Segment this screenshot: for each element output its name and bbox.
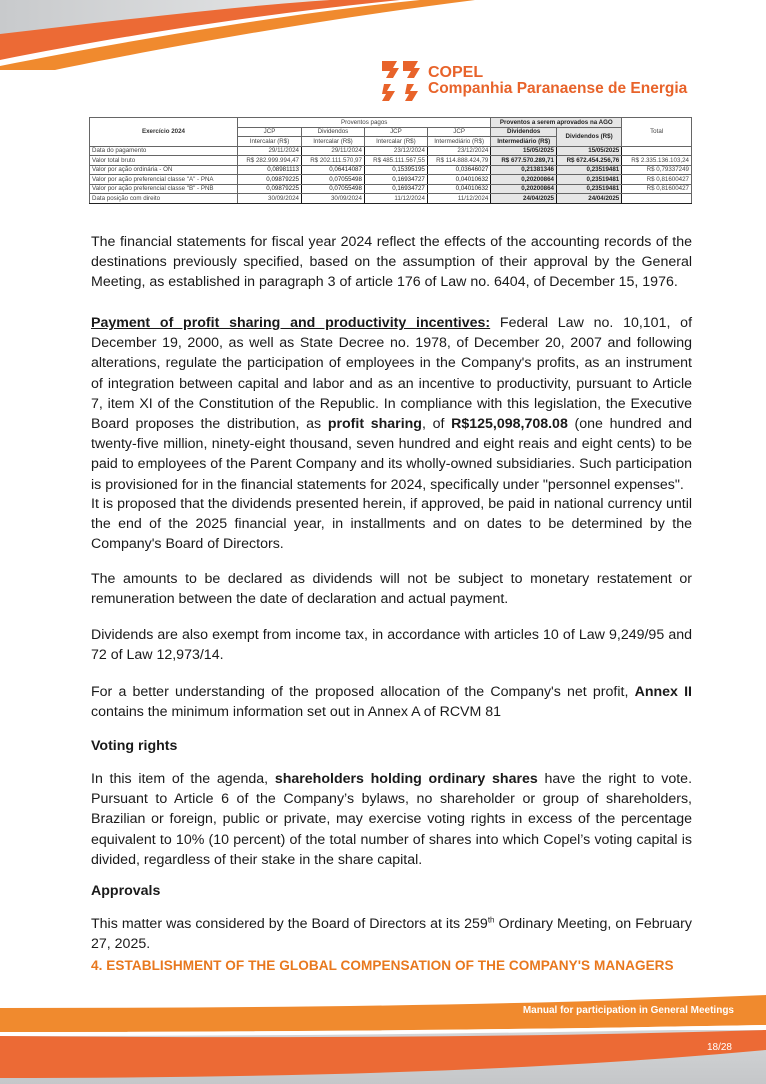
profit-sharing-heading: Payment of profit sharing and productivity incentives: bbox=[91, 315, 491, 331]
table-cell: 0,21381346 bbox=[491, 165, 557, 175]
column-type: JCP bbox=[427, 127, 490, 137]
paragraph-annex-ii bbox=[91, 682, 692, 722]
paragraph-dividend-payment: It is proposed that the dividends presented herein, if approved, be paid in national currency until the end of the 2025 financial year, in installments and on dates to be determined by the Company's Board of Directors. bbox=[91, 496, 692, 553]
table-cell-total: R$ 0,81600427 bbox=[622, 184, 692, 194]
table-cell-total bbox=[622, 146, 692, 156]
column-subtype: Intercalar (R$) bbox=[364, 137, 427, 147]
table-cell: 0,20200864 bbox=[491, 184, 557, 194]
bold-text: profit sharing bbox=[327, 416, 422, 433]
table-cell: 0,16934727 bbox=[364, 175, 427, 185]
text-span: This matter was considered by the Board of Directors at its 259 bbox=[91, 916, 488, 932]
table-cell: R$ 485.111.567,55 bbox=[364, 156, 427, 166]
column-type: Dividendos bbox=[491, 127, 557, 137]
table-cell: R$ 202.111.570,97 bbox=[301, 156, 364, 166]
table-cell: 23/12/2024 bbox=[427, 146, 490, 156]
logo-full-name: Companhia Paranaense de Energia bbox=[428, 80, 688, 97]
bold-text: shareholders holding ordinary shares bbox=[274, 771, 538, 787]
column-subtype: Intercalar (R$) bbox=[301, 137, 364, 147]
dividends-table bbox=[89, 117, 692, 204]
table-row bbox=[90, 146, 692, 156]
column-subtype: Intermediário (R$) bbox=[491, 137, 557, 147]
table-cell: 30/09/2024 bbox=[238, 194, 302, 204]
table-cell: 30/09/2024 bbox=[301, 194, 364, 204]
row-label: Valor por ação preferencial classe "B" - PNB bbox=[90, 184, 238, 194]
footer-manual-label: Manual for participation in General Meetings bbox=[522, 1005, 734, 1016]
table-cell-total: R$ 2.335.136.103,24 bbox=[622, 156, 692, 166]
table-cell: 0,08981113 bbox=[238, 165, 302, 175]
column-type: Dividendos bbox=[301, 127, 364, 137]
text-span: For a better understanding of the proposed allocation of the Company's net profit, bbox=[91, 684, 635, 700]
profit-sharing-amount: R$125,098,708.08 bbox=[451, 416, 568, 433]
table-cell: 0,03646027 bbox=[427, 165, 490, 175]
row-label: Data do pagamento bbox=[90, 146, 238, 156]
table-cell: R$ 672.454.256,76 bbox=[556, 156, 621, 166]
table-cell: 29/11/2024 bbox=[238, 146, 302, 156]
table-cell: 0,07055498 bbox=[301, 175, 364, 185]
table-cell: 29/11/2024 bbox=[301, 146, 364, 156]
table-cell-total: R$ 0,81600427 bbox=[622, 175, 692, 185]
text-span: , of bbox=[421, 416, 452, 433]
text-span: have the right to vote. Pursuant to Article 6 of the Company’s bylaws, no shareholder or group of shareholders, Brazilian or foreign, public or private, may exercise voting rights in excess of the percentage equivalent to 10% (10 percent) of the total number of shares into which Copel’s voting capital is divided, regardless of their stake in the share capital. bbox=[91, 771, 693, 868]
table-cell: 0,23519481 bbox=[556, 184, 621, 194]
row-label: Valor total bruto bbox=[90, 156, 238, 166]
paragraph-monetary-restatement: The amounts to be declared as dividends will not be subject to monetary restatement or remuneration between the date of declaration and actual payment. bbox=[91, 571, 692, 608]
table-cell: 0,04010632 bbox=[427, 175, 490, 185]
header-proventos-pagos: Proventos pagos bbox=[238, 118, 491, 128]
table-cell: R$ 114.888.424,79 bbox=[427, 156, 490, 166]
table-cell: 11/12/2024 bbox=[364, 194, 427, 204]
copel-logo bbox=[380, 60, 687, 102]
table-row bbox=[90, 175, 692, 185]
column-type: JCP bbox=[238, 127, 302, 137]
row-label: Data posição com direito bbox=[90, 194, 238, 204]
paragraph-approvals bbox=[91, 914, 692, 954]
row-label: Valor por ação preferencial classe "A" - PNA bbox=[90, 175, 238, 185]
table-cell-total bbox=[622, 194, 692, 204]
table-row bbox=[90, 156, 692, 166]
table-cell: 0,15395195 bbox=[364, 165, 427, 175]
section-4-title: 4. ESTABLISHMENT OF THE GLOBAL COMPENSATION OF THE COMPANY'S MANAGERS bbox=[91, 958, 674, 973]
table-cell: R$ 282.999.994,47 bbox=[238, 156, 302, 166]
table-header-row bbox=[90, 118, 692, 128]
paragraph-financial-statements: The financial statements for fiscal year 2024 reflect the effects of the accounting records of the destinations previously specified, based on the assumption of their approval by the General Meeting, as established in paragraph 3 of article 176 of Law no. 6404, of December 15, 1976. bbox=[91, 234, 692, 291]
table-cell: 0,07055498 bbox=[301, 184, 364, 194]
table-cell: 0,23519481 bbox=[556, 175, 621, 185]
header-proventos-ago: Proventos a serem aprovados na AGO bbox=[491, 118, 622, 128]
annex-ii-ref: Annex II bbox=[634, 684, 692, 700]
logo-name: COPEL bbox=[428, 64, 484, 81]
table-cell: 0,06414087 bbox=[301, 165, 364, 175]
table-row bbox=[90, 194, 692, 204]
text-span: contains the minimum information set out in Annex A of RCVM 81 bbox=[91, 704, 502, 721]
table-cell: 11/12/2024 bbox=[427, 194, 490, 204]
paragraph-profit-sharing bbox=[91, 313, 692, 495]
table-row bbox=[90, 165, 692, 175]
paragraph-income-tax: Dividends are also exempt from income tax, in accordance with articles 10 of Law 9,249/95 and 72 of Law 12,973/14. bbox=[91, 627, 692, 664]
row-label: Valor por ação ordinária - ON bbox=[90, 165, 238, 175]
table-cell: 0,09879225 bbox=[238, 175, 302, 185]
table-cell: 0,20200864 bbox=[491, 175, 557, 185]
text-span: In this item of the agenda, bbox=[91, 771, 275, 787]
text-span: Federal Law no. 10,101, of December 19, 2000, as well as State Decree no. 1978, of December 20, 2007 and following alterations, regulate the participation of employees in the Company's profits, as an instrument of integration between capital and labor and as an incentive to productivity, pursuant to Article 7, item XI of the Constitution of the Republic. In compliance with this legislation, the Executive Board proposes the distribution, as bbox=[91, 315, 693, 433]
voting-rights-heading: Voting rights bbox=[91, 738, 178, 754]
table-cell: 0,04010632 bbox=[427, 184, 490, 194]
column-type: Dividendos (R$) bbox=[556, 127, 621, 146]
table-cell: 23/12/2024 bbox=[364, 146, 427, 156]
table-cell: 24/04/2025 bbox=[556, 194, 621, 204]
table-cell: 0,23519481 bbox=[556, 165, 621, 175]
table-cell: 0,16934727 bbox=[364, 184, 427, 194]
table-cell: 0,09879225 bbox=[238, 184, 302, 194]
paragraph-voting-rights bbox=[91, 769, 692, 870]
header-total: Total bbox=[622, 118, 692, 147]
page-number: 18/28 bbox=[706, 1042, 732, 1053]
column-subtype: Intercalar (R$) bbox=[238, 137, 302, 147]
column-subtype: Intermediário (R$) bbox=[427, 137, 490, 147]
text-span: Ordinary Meeting, on February 27, 2025. bbox=[91, 916, 692, 953]
superscript: th bbox=[487, 915, 495, 925]
table-cell-total: R$ 0,79337249 bbox=[622, 165, 692, 175]
column-type: JCP bbox=[364, 127, 427, 137]
table-cell: 24/04/2025 bbox=[491, 194, 557, 204]
table-cell: 15/05/2025 bbox=[491, 146, 557, 156]
table-row bbox=[90, 184, 692, 194]
table-corner-label: Exercício 2024 bbox=[90, 118, 238, 147]
text-span: (one hundred and twenty-five million, ninety-eight thousand, seven hundred and eight reais and eight cents) to be paid to employees of the Parent Company and its wholly-owned subsidiaries. Such participation is provisioned for in the financial statements for 2024, specifically under "personnel expenses". bbox=[91, 416, 692, 493]
table-cell: R$ 677.570.289,71 bbox=[491, 156, 557, 166]
logo-wordmark bbox=[428, 65, 687, 97]
approvals-heading: Approvals bbox=[91, 883, 161, 899]
copel-logo-icon bbox=[380, 60, 420, 102]
table-cell: 15/05/2025 bbox=[556, 146, 621, 156]
